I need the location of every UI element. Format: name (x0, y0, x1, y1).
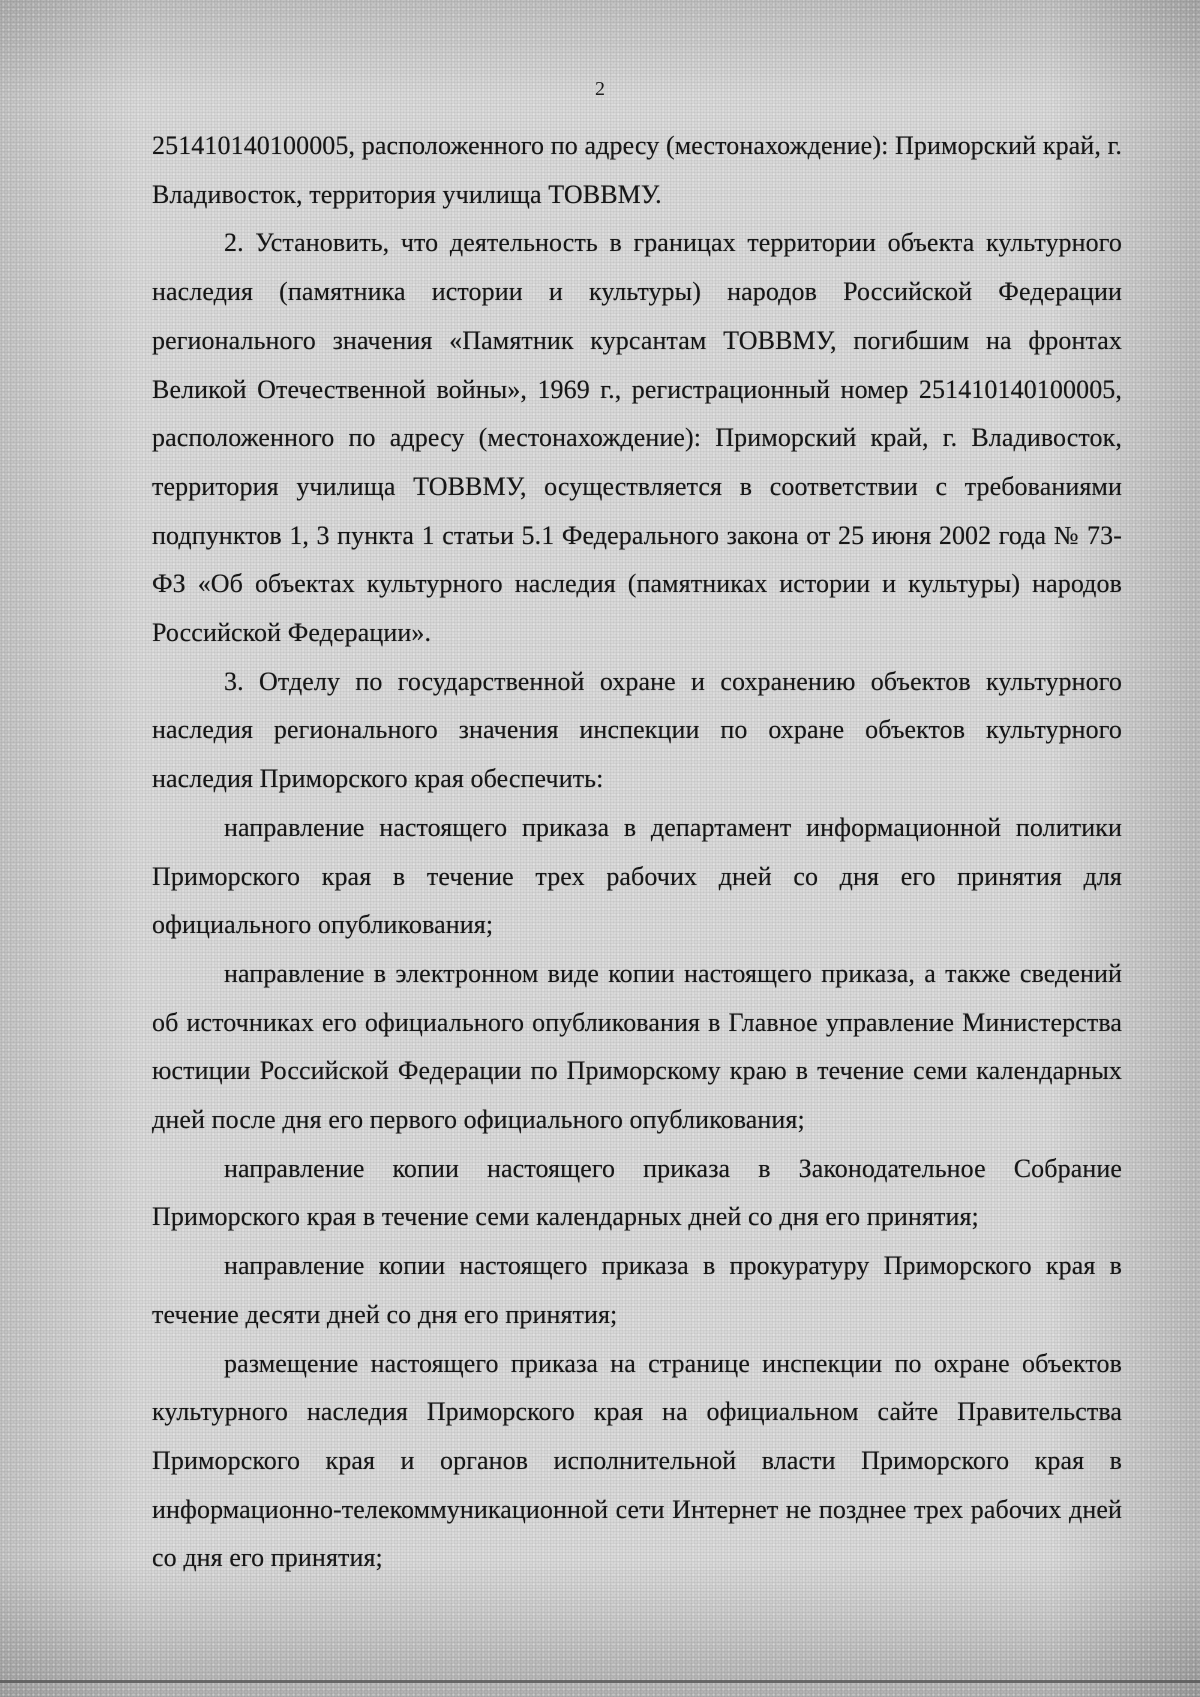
paragraph-item-2: 2. Установить, что деятельность в границах территории объекта культурного наследия (памятника истории и культуры) народов Российской Федерации регионального значения «Памятник курсантам ТОВВМУ, погибшим на фронтах Великой Отечественной войны», 1969 г., регистрационный номер 251410140100005, расположенного по адресу (местонахождение): Приморский край, г. Владивосток, территория училища ТОВВМУ, осуществляется в соответствии с требованиями подпунктов 1, 3 пункта 1 статьи 5.1 Федерального закона от 25 июня 2002 года № 73-ФЗ «Об объектах культурного наследия (памятниках истории и культуры) народов Российской Федерации». (152, 228, 1122, 648)
scan-bottom-edge (0, 1680, 1200, 1683)
paragraph-item-3: 3. Отделу по государственной охране и сохранению объектов культурного наследия регионального значения инспекции по охране объектов культурного наследия Приморского края обеспечить: (152, 666, 1122, 794)
paragraph-continuation: 251410140100005, расположенного по адресу (местонахождение): Приморский край, г. Владивосток, территория училища ТОВВМУ. (152, 131, 1122, 209)
paragraph-subitem-ministry: направление в электронном виде копии настоящего приказа, а также сведений об источниках его официального опубликования в Главное управление Министерства юстиции Российской Федерации по Приморскому краю в течение семи календарных дней после дня его первого официального опубликования; (152, 958, 1122, 1135)
paragraph-subitem-assembly: направление копии настоящего приказа в Законодательное Собрание Приморского края в течение семи календарных дней со дня его принятия; (152, 1153, 1122, 1232)
document-body (152, 122, 1122, 1583)
paragraph-subitem-website: размещение настоящего приказа на странице инспекции по охране объектов культурного наследия Приморского края на официальном сайте Правительства Приморского края и органов исполнительной власти Приморского края в информационно-телекоммуникационной сети Интернет не позднее трех рабочих дней со дня его принятия; (152, 1348, 1122, 1573)
paragraph-subitem-prosecutor: направление копии настоящего приказа в прокуратуру Приморского края в течение десяти дней со дня его принятия; (152, 1251, 1122, 1329)
page-number: 2 (595, 78, 605, 100)
paragraph-subitem-department: направление настоящего приказа в департамент информационной политики Приморского края в течение трех рабочих дней со дня его принятия для официального опубликования; (152, 812, 1122, 940)
